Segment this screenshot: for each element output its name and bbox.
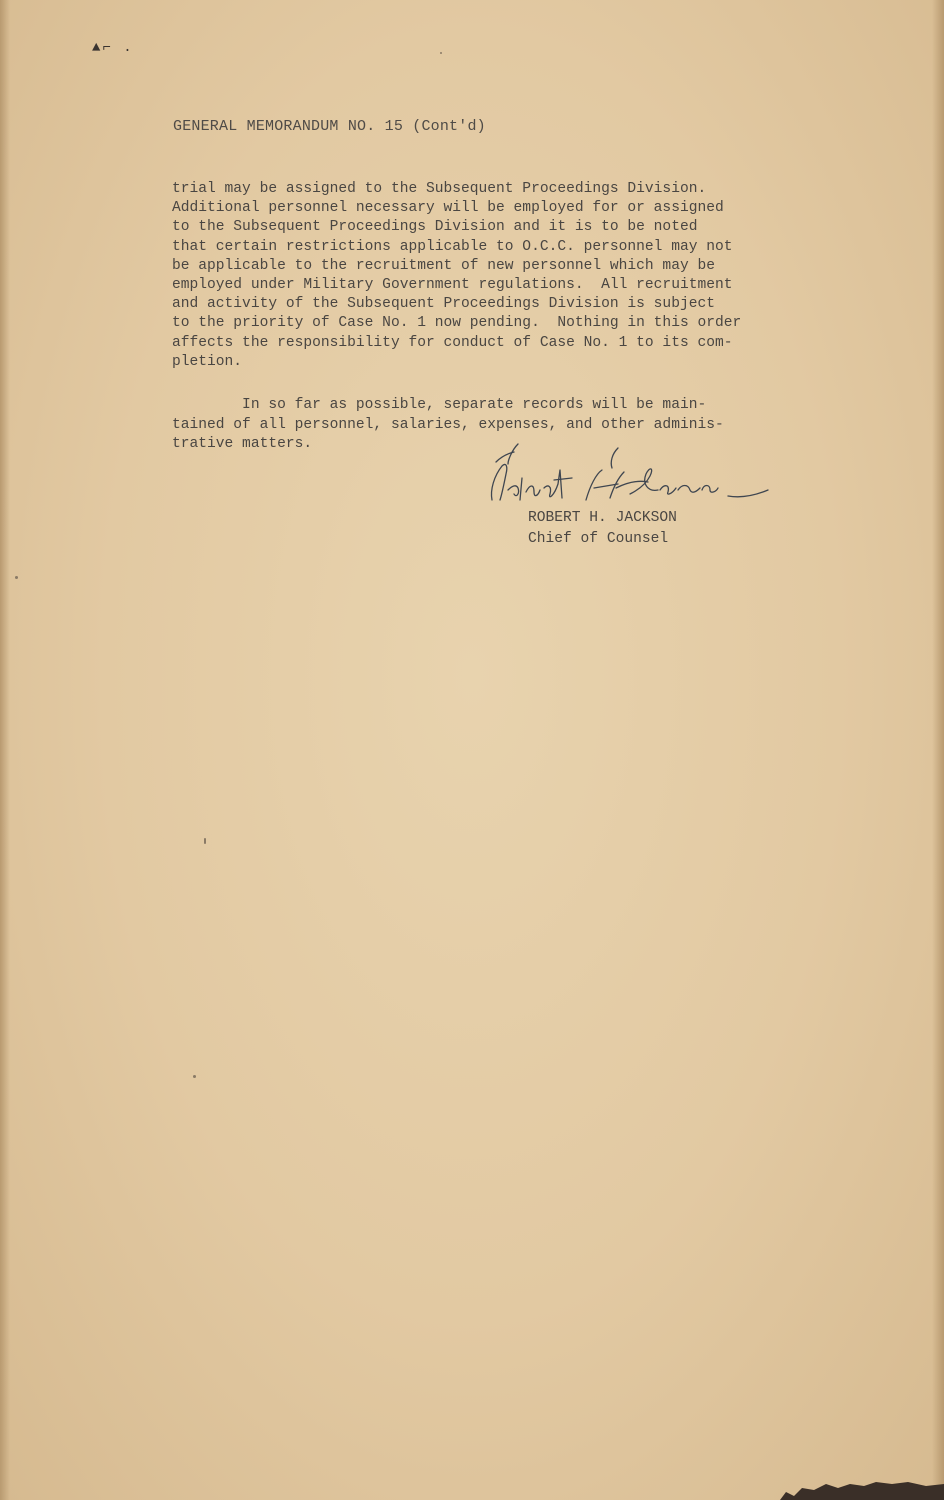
paragraph-1-line: and activity of the Subsequent Proceedings Division is subject xyxy=(172,296,715,313)
paragraph-1-line: trial may be assigned to the Subsequent Proceedings Division. xyxy=(172,181,707,197)
paragraph-2-line: trative matters. xyxy=(172,436,313,453)
memo-header: GENERAL MEMORANDUM NO. 15 (Cont'd) xyxy=(173,118,486,135)
paragraph-2-line: In so far as possible, separate records will be main- xyxy=(172,397,707,413)
paragraph-2-line: tained of all personnel, salaries, expenses, and other adminis- xyxy=(172,416,724,433)
torn-edge xyxy=(780,1478,944,1500)
paragraph-1-line: employed under Military Government regulations. All recruitment xyxy=(172,276,733,293)
handwritten-signature xyxy=(478,440,788,520)
paragraph-1-line: affects the responsibility for conduct of Case No. 1 to its com- xyxy=(172,334,733,351)
paragraph-1-line: to the priority of Case No. 1 now pending. Nothing in this order xyxy=(172,315,742,332)
corner-mark: ▲⌐ . xyxy=(92,40,134,56)
paragraph-1-line: that certain restrictions applicable to O.C.C. personnel may not xyxy=(172,238,733,255)
paper-speck xyxy=(15,576,18,579)
paragraph-1 xyxy=(172,180,812,372)
paragraph-1-line: be applicable to the recruitment of new personnel which may be xyxy=(172,257,715,274)
signatory-title: Chief of Counsel xyxy=(528,531,669,547)
page-edge-left xyxy=(0,0,10,1500)
paragraph-1-line: pletion. xyxy=(172,353,243,370)
page-edge-right xyxy=(932,0,944,1500)
signatory-name: ROBERT H. JACKSON xyxy=(528,510,677,526)
paper-speck xyxy=(440,52,442,54)
paper-speck xyxy=(193,1075,196,1078)
paragraph-1-line: to the Subsequent Proceedings Division and it is to be noted xyxy=(172,219,698,236)
paper-speck xyxy=(204,838,206,844)
paragraph-1-line: Additional personnel necessary will be employed for or assigned xyxy=(172,200,724,217)
